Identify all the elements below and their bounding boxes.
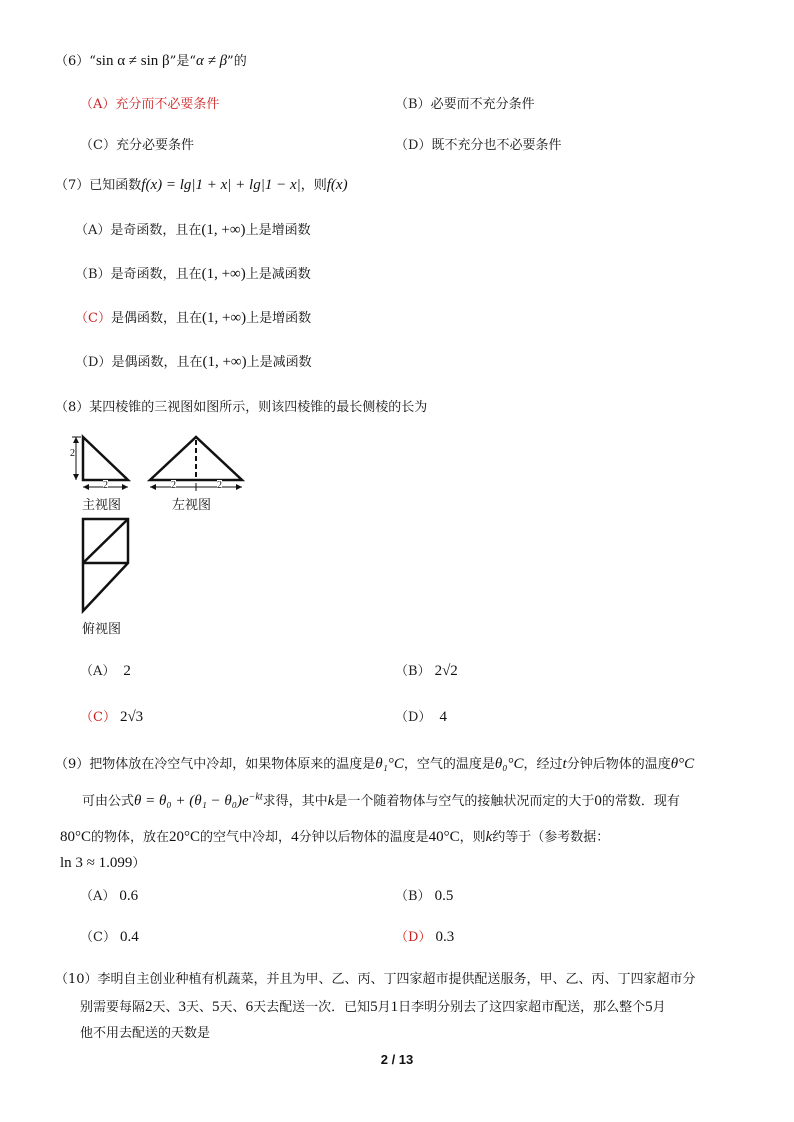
q7-option-c[interactable]: （C）是偶函数，且在(1, +∞)上是增函数	[75, 310, 312, 326]
q8-option-d[interactable]: （D） 4	[395, 709, 447, 725]
q7-number: （7）	[55, 178, 90, 193]
q10-line-3: 他不用去配送的天数是	[80, 1026, 211, 1041]
q7-option-b[interactable]: （B）是奇函数，且在(1, +∞)上是减函数	[75, 266, 311, 282]
q8-option-a[interactable]: （A） 2	[80, 663, 131, 679]
q8-top-view	[78, 515, 138, 615]
q7-function: f(x) = lg|1 + x| + lg|1 − x|	[141, 177, 301, 193]
q8-front-caption: 主视图	[82, 498, 122, 513]
q8-dim-left-b: 2	[217, 480, 222, 491]
q8-left-caption: 左视图	[172, 498, 212, 513]
q9-line-3: 80°C的物体，放在20°C的空气中冷却，4分钟以后物体的温度是40°C，则k约等于（参考数据：	[60, 829, 610, 845]
q6-rhs: α ≠ β	[195, 53, 228, 69]
q8-dim-left-a: 2	[171, 480, 176, 491]
q7-option-a[interactable]: （A）是奇函数，且在(1, +∞)上是增函数	[75, 222, 311, 238]
q9-line-2: 可由公式$\theta = \theta_0 + (\theta_1 - \theta_0)e^{-kt}$求得，其中k是一个随着物体与空气的接触状况而定的大于0的常数．现有	[82, 791, 680, 809]
q6-option-a[interactable]: （A）充分而不必要条件	[80, 97, 220, 112]
q9-option-b[interactable]: （B） 0.5	[395, 888, 454, 904]
q6-number: （6）	[55, 54, 90, 69]
q9-formula: θ = θ₀ + (θ₁ − θ₀)e	[134, 793, 249, 809]
q9-reference-data: ln 3 ≈ 1.099	[60, 855, 133, 871]
q6-option-c[interactable]: （C）充分必要条件	[80, 138, 194, 153]
q10-line-1: （10）李明自主创业种植有机蔬菜，并且为甲、乙、丙、丁四家超市提供配送服务，甲、乙、丙、丁四家超市分	[55, 972, 696, 987]
q10-number: （10）	[55, 972, 98, 987]
q6-option-d[interactable]: （D）既不充分也不必要条件	[395, 138, 562, 153]
q7-option-d[interactable]: （D）是偶函数，且在(1, +∞)上是减函数	[75, 354, 312, 370]
q6-stem: （6）“sin α ≠ sin β”是“α ≠ β”的	[55, 53, 247, 69]
page-number: 2 / 13	[380, 1052, 414, 1067]
q8-option-c[interactable]: （C） 2√3	[80, 709, 144, 725]
q9-number: （9）	[55, 757, 90, 772]
q8-number: （8）	[55, 400, 90, 415]
q6-option-b[interactable]: （B）必要而不充分条件	[395, 97, 535, 112]
q8-left-view	[146, 432, 246, 492]
q9-option-d[interactable]: （D） 0.3	[395, 929, 455, 945]
q9-line-4: ln 3 ≈ 1.099）	[60, 855, 146, 871]
q8-dim-front-width: 2	[103, 480, 108, 491]
q9-option-c[interactable]: （C） 0.4	[80, 929, 139, 945]
q8-dim-height: 2	[70, 448, 75, 459]
q6-lhs: sin α ≠ sin β	[95, 53, 170, 69]
q8-top-caption: 俯视图	[82, 622, 122, 637]
q8-stem: （8）某四棱锥的三视图如图所示，则该四棱锥的最长侧棱的长为	[55, 400, 428, 415]
q10-line-2: 别需要每隔2天、3天、5天、6天去配送一次．已知5月1日李明分别去了这四家超市配送，那么整个5月	[80, 999, 666, 1015]
q9-line-1: （9）把物体放在冷空气中冷却，如果物体原来的温度是θ₁°C，空气的温度是θ₀°C，经过t分钟后物体的温度θ°C	[55, 756, 695, 772]
q9-option-a[interactable]: （A） 0.6	[80, 888, 139, 904]
q8-option-b[interactable]: （B） 2√2	[395, 663, 458, 679]
q7-stem: （7）已知函数f(x) = lg|1 + x| + lg|1 − x|，则f(x)	[55, 177, 348, 193]
